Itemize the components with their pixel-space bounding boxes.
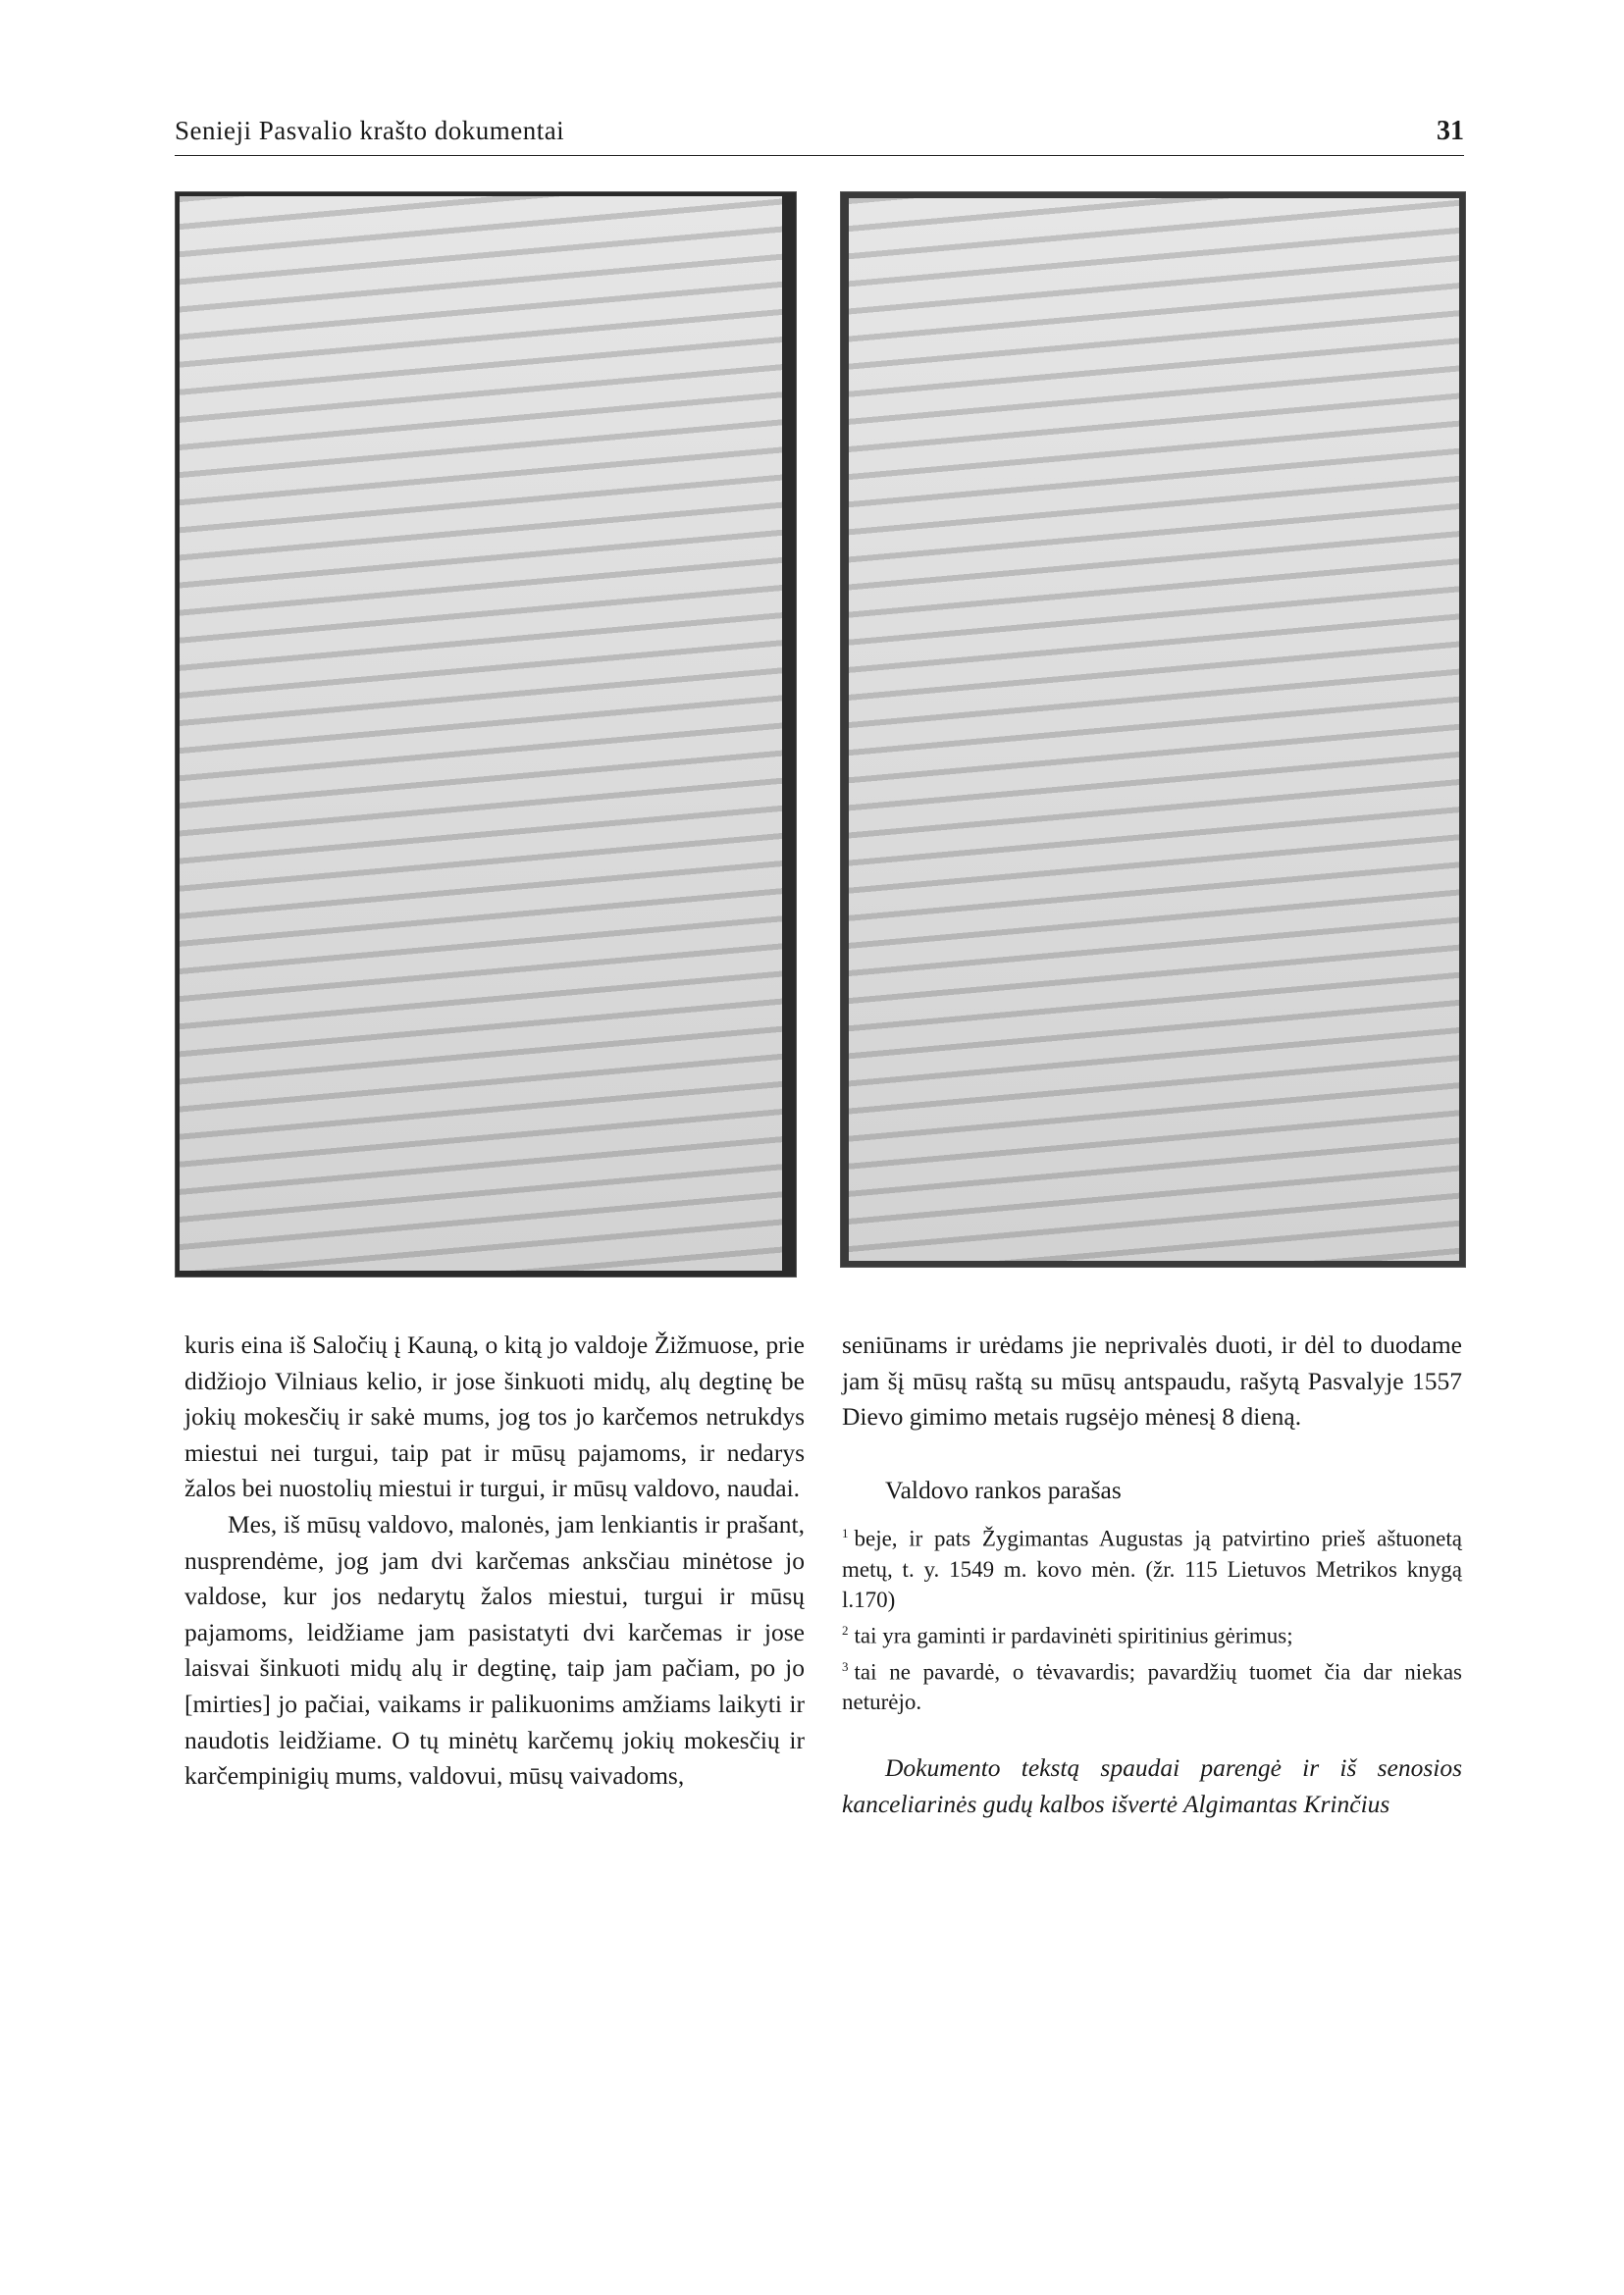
footnote-number: 3 xyxy=(842,1658,849,1674)
paragraph: seniūnams ir urėdams jie neprivalės duoti, ir dėl to duodame jam šį mūsų raštą su mūsų antspaudu, rašytą Pasvalyje 1557 Dievo gimimo metais rugsėjo mėnesį 8 dieną. xyxy=(842,1330,1462,1432)
footnote-text: tai yra gaminti ir pardavinėti spiritinius gėrimus; xyxy=(854,1623,1293,1648)
paragraph: kuris eina iš Saločių į Kauną, o kitą jo valdoje Žižmuose, prie didžiojo Vilniaus kelio, ir jose šinkuoti midų, alų degtinę be jokių mokesčių ir sakė mums, jog tos jo karčemos netrukdys miestui nei turgui, taip pat ir mūsų pajamoms, ir nedarys žalos bei nuostolių miestui ir turgui, ir mūsų valdovo, naudai. xyxy=(184,1330,805,1503)
text-column-right xyxy=(842,1328,1462,1823)
footnote xyxy=(842,1615,1462,1651)
translation-credit: Dokumento tekstą spaudai parengė ir iš senosios kanceliarinės gudų kalbos išvertė Algimantas Krinčius xyxy=(842,1753,1462,1818)
manuscript-page-left xyxy=(180,196,782,1271)
manuscript-image-right xyxy=(840,191,1466,1268)
footnote-number: 2 xyxy=(842,1623,849,1639)
page-header xyxy=(175,116,1464,156)
footnote-number: 1 xyxy=(842,1526,849,1541)
running-title: Senieji Pasvalio krašto dokumentai xyxy=(175,116,565,145)
page-number: 31 xyxy=(1437,116,1464,146)
paragraph: Mes, iš mūsų valdovo, malonės, jam lenkiantis ir prašant, nusprendėme, jog jam dvi karčemas anksčiau minėtose jo valdose, kur jos nedarytų žalos miestui, turgui ir mūsų pajamoms, leidžiame jam pasistatyti dvi karčemas ir jose laisvai šinkuoti midų alų ir degtinę, taip jam pačiam, po jo [mirties] jo pačiai, vaikams ir palikuonims amžiams laikyti ir naudotis leidžiame. O tų minėtų karčemų jokių mokesčių ir karčempinigių mums, valdovui, mūsų vaivadoms, xyxy=(184,1509,805,1791)
footnote xyxy=(842,1651,1462,1718)
footnote-text: tai ne pavardė, o tėvavardis; pavardžių tuomet čia dar niekas neturėjo. xyxy=(842,1659,1462,1715)
footnote xyxy=(842,1518,1462,1615)
manuscript-page-right xyxy=(849,198,1459,1261)
manuscript-image-left xyxy=(175,191,797,1278)
footnote-text: beje, ir pats Žygimantas Augustas ją patvirtino prieš aštuonetą metų, t. y. 1549 m. kovo mėn. (žr. 115 Lietuvos Metrikos knygą l.170) xyxy=(842,1527,1462,1613)
signature-note: Valdovo rankos parašas xyxy=(885,1475,1122,1504)
footnotes xyxy=(842,1518,1462,1717)
text-column-left xyxy=(184,1328,805,1795)
